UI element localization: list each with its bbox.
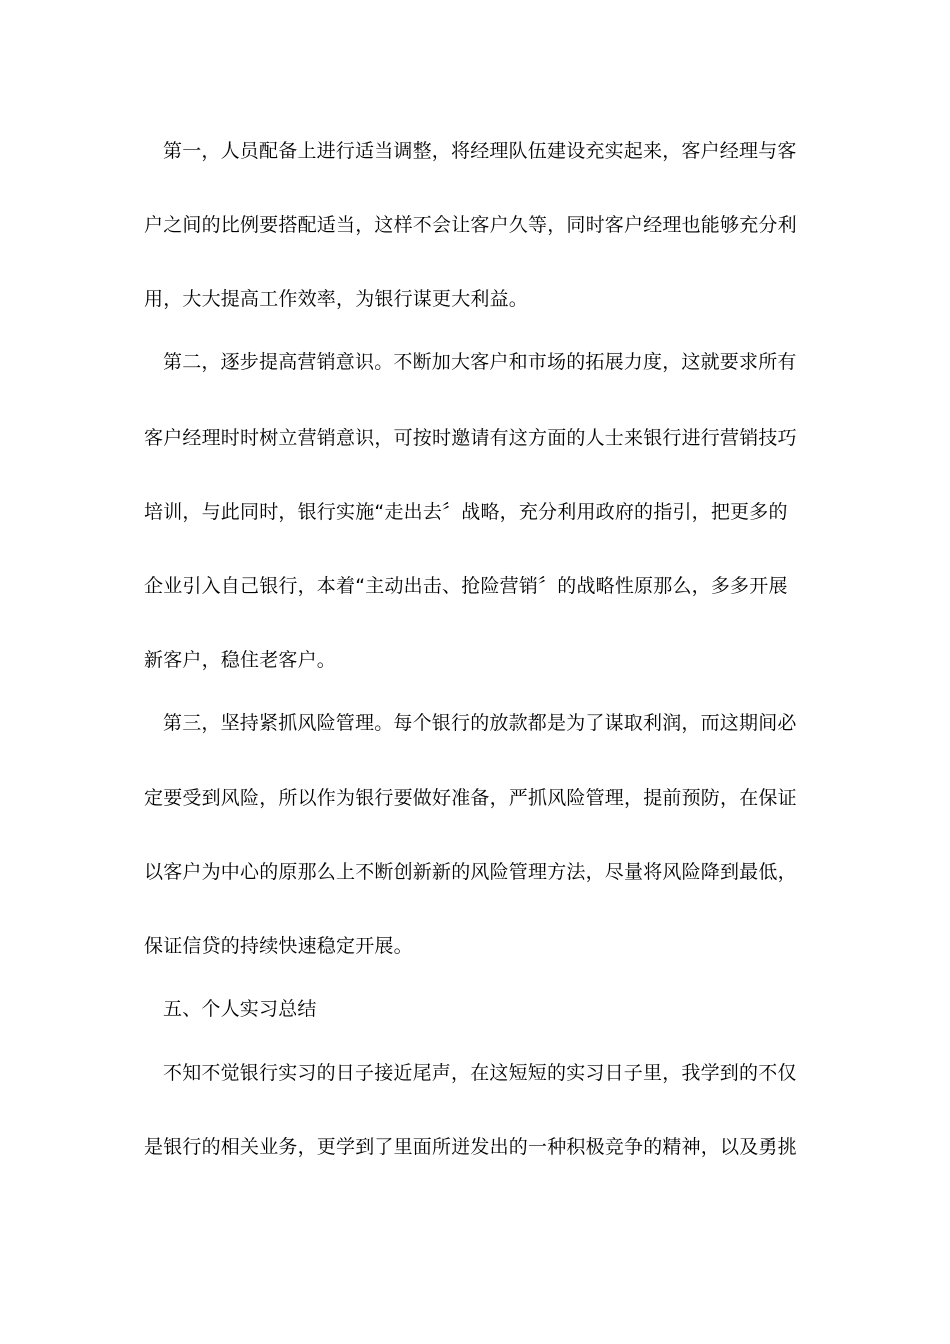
paragraph-2-line-4: 企业引入自己银行，本着“主动出击、抢险营销〞的战略性原那么，多多开展 bbox=[144, 575, 788, 597]
paragraph-1-line-1: 第一，人员配备上进行适当调整，将经理队伍建设充实起来，客户经理与客 bbox=[163, 140, 797, 162]
paragraph-4-line-1: 不知不觉银行实习的日子接近尾声，在这短短的实习日子里，我学到的不仅 bbox=[163, 1062, 797, 1084]
paragraph-2-line-2: 客户经理时时树立营销意识，可按时邀请有这方面的人士来银行进行营销技巧 bbox=[144, 427, 797, 449]
paragraph-2-line-3: 培训，与此同时，银行实施“走出去〞战略，充分利用政府的指引，把更多的 bbox=[144, 501, 788, 523]
paragraph-1-line-3: 用，大大提高工作效率，为银行谋更大利益。 bbox=[144, 288, 529, 310]
paragraph-3-line-4: 保证信贷的持续快速稳定开展。 bbox=[144, 935, 413, 957]
paragraph-4-line-2: 是银行的相关业务，更学到了里面所迸发出的一种积极竞争的精神，以及勇挑 bbox=[144, 1136, 797, 1158]
paragraph-3-line-3: 以客户为中心的原那么上不断创新新的风险管理方法，尽量将风险降到最低， bbox=[144, 861, 797, 883]
paragraph-2-line-1: 第二，逐步提高营销意识。不断加大客户和市场的拓展力度，这就要求所有 bbox=[163, 351, 797, 373]
section-heading: 五、个人实习总结 bbox=[163, 998, 317, 1020]
paragraph-1-line-2: 户之间的比例要搭配适当，这样不会让客户久等，同时客户经理也能够充分利 bbox=[144, 214, 797, 236]
paragraph-3-line-1: 第三，坚持紧抓风险管理。每个银行的放款都是为了谋取利润，而这期间必 bbox=[163, 712, 797, 734]
paragraph-2-line-5: 新客户，稳住老客户。 bbox=[144, 649, 337, 671]
paragraph-3-line-2: 定要受到风险，所以作为银行要做好准备，严抓风险管理，提前预防，在保证 bbox=[144, 787, 797, 809]
